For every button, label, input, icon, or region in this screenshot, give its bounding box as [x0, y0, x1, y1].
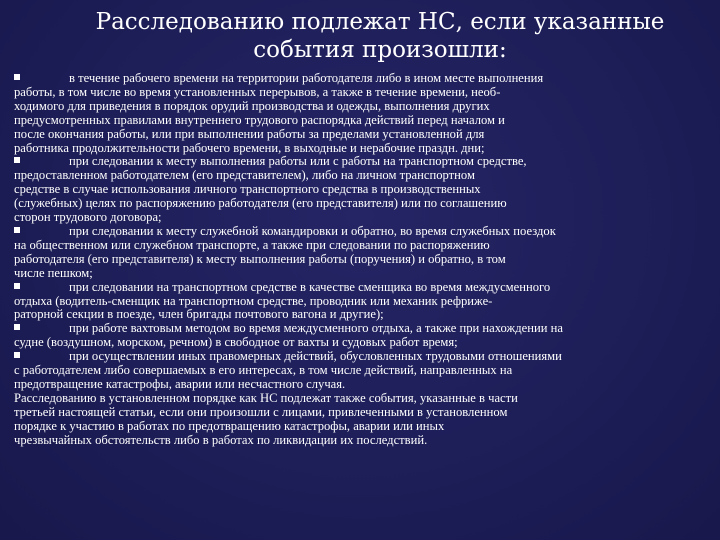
bullet-list [14, 72, 694, 392]
bullet-line: работника продолжительности рабочего времени, в выходные и нерабочие праздн. дни; [14, 140, 485, 155]
square-bullet-icon [14, 283, 20, 289]
bullet-line: предотвращение катастрофы, аварии или несчастного случая. [14, 376, 346, 391]
closing-paragraph [14, 392, 694, 448]
square-bullet-icon [14, 157, 20, 163]
bullet-line: при работе вахтовым методом во время междусменного отдыха, а также при нахождении на [69, 321, 563, 336]
slide-title: Расследованию подлежат НС, если указанные события произошли: [95, 9, 665, 63]
bullet-line: при следовании к месту служебной командировки и обратно, во время служебных поездок [69, 223, 556, 238]
bullet-line: сторон трудового договора; [14, 210, 162, 225]
bullet-line: (служебных) целях по распоряжению работодателя (его представителя) или по соглашению [14, 196, 507, 211]
closing-line: Расследованию в установленном порядке как НС подлежат также события, указанные в части [14, 390, 518, 405]
bullet-line: работы, в том числе во время установленных перерывов, а также в течение времени, необ- [14, 84, 501, 99]
closing-line: чрезвычайных обстоятельств либо в работах по ликвидации их последствий. [14, 432, 428, 447]
closing-line: третьей настоящей статьи, если они произошли с лицами, привлеченными в установленном [14, 404, 508, 419]
square-bullet-icon [14, 324, 20, 330]
bullet-item-working-time [14, 72, 694, 155]
bullet-line: на общественном или служебном транспорте, а также при следовании по распоряжению [14, 237, 490, 252]
bullet-line: раторной секции в поезде, член бригады почтового вагона и другие); [14, 307, 384, 322]
square-bullet-icon [14, 74, 20, 80]
bullet-line: работодателя (его представителя) к месту выполнения работы (поручения) и обратно, в том [14, 251, 506, 266]
bullet-line: судне (воздушном, морском, речном) в свободное от вахты и судовых работ время; [14, 335, 458, 350]
bullet-item-shift-driver [14, 281, 694, 323]
bullet-line: отдыха (водитель-сменщик на транспортном средстве, проводник или механик рефриже- [14, 293, 493, 308]
bullet-line: с работодателем либо совершаемых в его интересах, в том числе действий, направленных на [14, 363, 513, 378]
bullet-item-rotation-work [14, 322, 694, 350]
bullet-line: ходимого для приведения в порядок орудий производства и одежды, выполнения других [14, 98, 490, 113]
bullet-line: при следовании на транспортном средстве в качестве сменщика во время междусменного [69, 279, 551, 294]
closing-line: порядке к участию в работах по предотвращению катастрофы, аварии или иных [14, 418, 445, 433]
bullet-item-commute [14, 155, 694, 225]
slide-content [14, 72, 694, 447]
bullet-line: при осуществлении иных правомерных действий, обусловленных трудовыми отношениями [69, 349, 562, 364]
bullet-line: числе пешком; [14, 265, 93, 280]
square-bullet-icon [14, 227, 20, 233]
square-bullet-icon [14, 352, 20, 358]
bullet-line: после окончания работы, или при выполнении работы за пределами установленной для [14, 126, 485, 141]
bullet-line: в течение рабочего времени на территории работодателя либо в ином месте выполнения [69, 71, 544, 85]
bullet-item-business-trip [14, 225, 694, 281]
bullet-line: предусмотренных правилами внутреннего трудового распорядка действий перед началом и [14, 112, 505, 127]
bullet-line: средстве в случае использования личного транспортного средства в производственных [14, 182, 481, 197]
bullet-item-lawful-actions [14, 350, 694, 392]
bullet-line: при следовании к месту выполнения работы или с работы на транспортном средстве, [69, 154, 527, 169]
bullet-line: предоставленном работодателем (его представителем), либо на личном транспортном [14, 168, 475, 183]
